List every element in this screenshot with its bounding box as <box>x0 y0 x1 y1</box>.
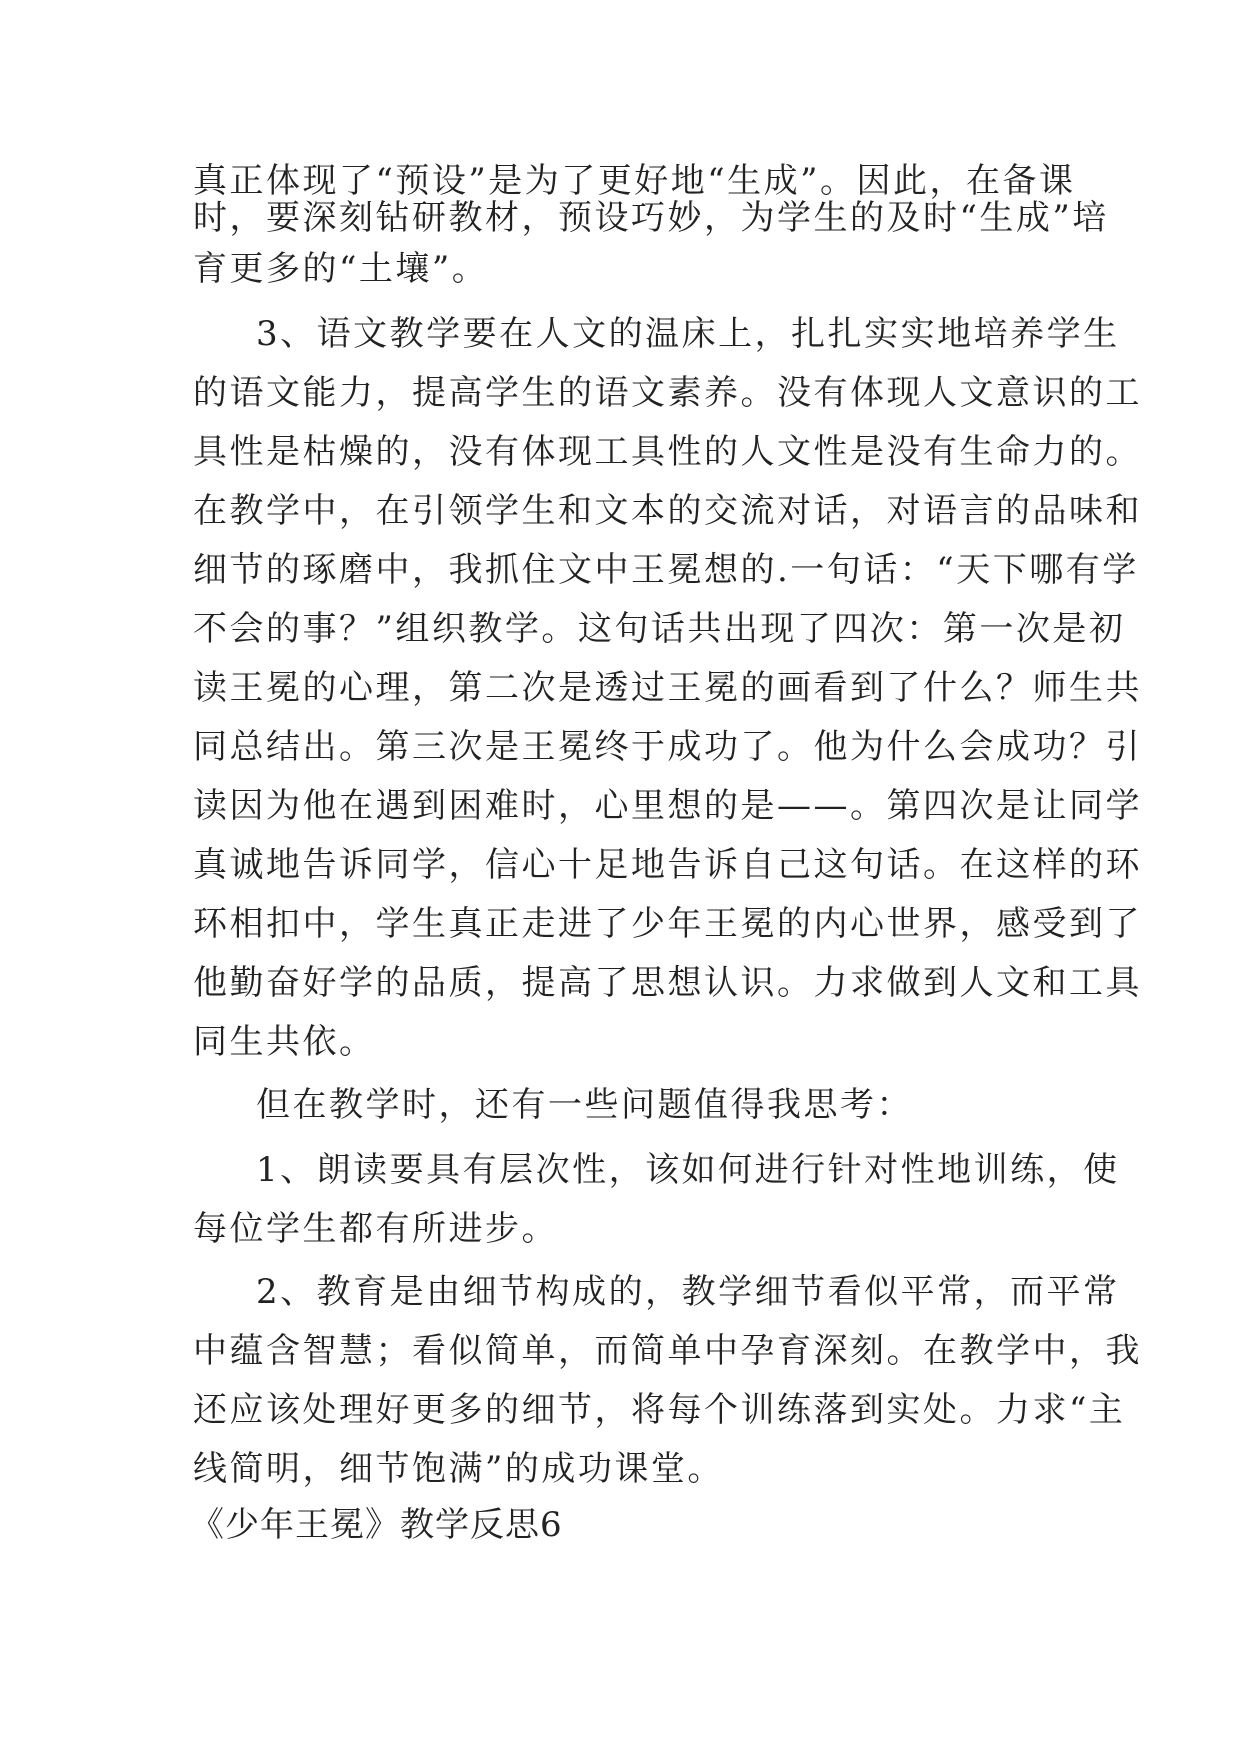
paragraph-line: 中蕴含智慧；看似简单，而简单中孕育深刻。在教学中，我 <box>193 1331 1142 1371</box>
paragraph-line: 同生共依。 <box>193 1022 376 1062</box>
paragraph-line: 2、教育是由细节构成的，教学细节看似平常，而平常 <box>256 1272 1120 1312</box>
paragraph-line: 细节的琢磨中，我抓住文中王冕想的.一句话：“天下哪有学 <box>193 550 1139 590</box>
paragraph-line: 具性是枯燥的，没有体现工具性的人文性是没有生命力的。 <box>193 432 1142 472</box>
paragraph-line: 他勤奋好学的品质，提高了思想认识。力求做到人文和工具 <box>193 963 1142 1003</box>
paragraph-line: 育更多的“土壤”。 <box>193 249 489 289</box>
paragraph-line: 3、语文教学要在人文的温床上，扎扎实实地培养学生 <box>256 314 1120 354</box>
paragraph-line: 在教学中，在引领学生和文本的交流对话，对语言的品味和 <box>193 491 1142 531</box>
paragraph-line: 但在教学时，还有一些问题值得我思考： <box>256 1085 913 1125</box>
paragraph-line: 不会的事？”组织教学。这句话共出现了四次：第一次是初 <box>193 609 1126 649</box>
paragraph-line: 读因为他在遇到困难时，心里想的是——。第四次是让同学 <box>193 786 1142 826</box>
paragraph-line: 环相扣中，学生真正走进了少年王冕的内心世界，感受到了 <box>193 904 1142 944</box>
paragraph-line: 读王冕的心理，第二次是透过王冕的画看到了什么？师生共 <box>193 668 1142 708</box>
paragraph-line: 还应该处理好更多的细节，将每个训练落到实处。力求“主 <box>193 1390 1126 1430</box>
paragraph-line: 真诚地告诉同学，信心十足地告诉自己这句话。在这样的环 <box>193 845 1142 885</box>
paragraph-line: 线简明，细节饱满”的成功课堂。 <box>193 1449 724 1489</box>
paragraph-line: 1、朗读要具有层次性，该如何进行针对性地训练，使 <box>256 1150 1120 1190</box>
paragraph-line: 时，要深刻钻研教材，预设巧妙，为学生的及时“生成”培 <box>193 198 1109 238</box>
section-title: 《少年王冕》教学反思6 <box>190 1505 563 1545</box>
paragraph-line: 每位学生都有所进步。 <box>193 1209 558 1249</box>
paragraph-line: 的语文能力，提高学生的语文素养。没有体现人文意识的工 <box>193 373 1142 413</box>
paragraph-line: 同总结出。第三次是王冕终于成功了。他为什么会成功？引 <box>193 727 1142 767</box>
paragraph-line: 真正体现了“预设”是为了更好地“生成”。因此，在备课 <box>193 161 1076 201</box>
